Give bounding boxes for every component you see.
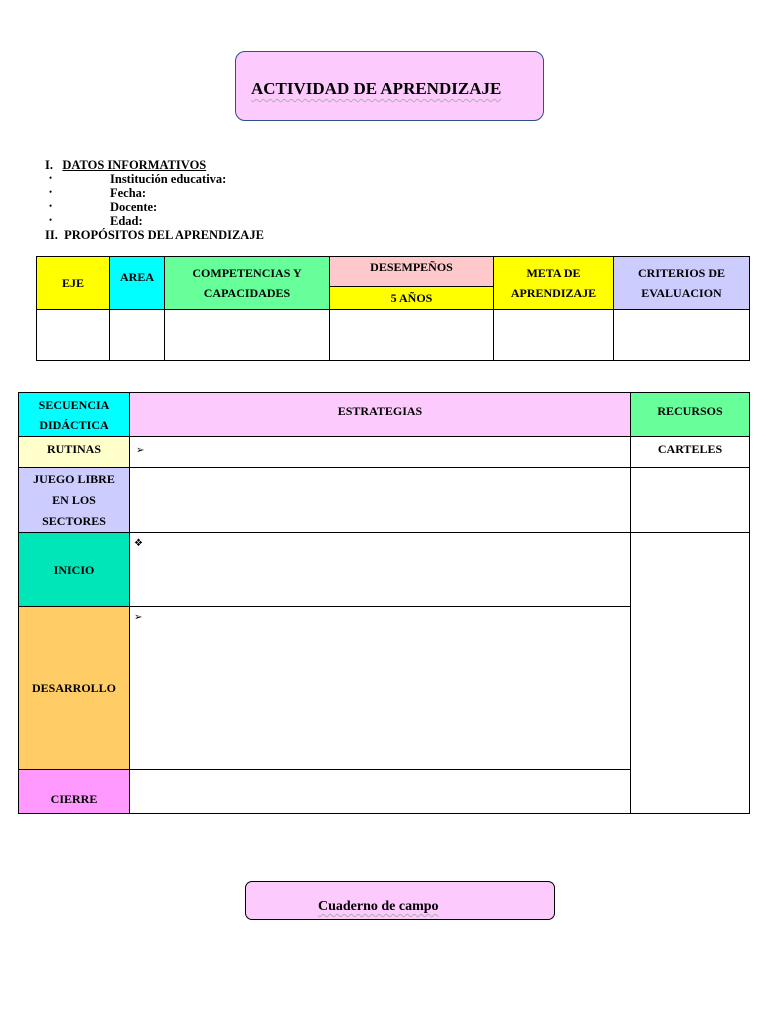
header-secuencia: SECUENCIA DIDÁCTICA	[19, 393, 130, 437]
arrow-bullet-icon: ➢	[134, 612, 143, 623]
cell-rutinas-recursos: CARTELES	[631, 437, 750, 468]
cell-cierre-estrategias	[130, 770, 631, 814]
cell-meta	[494, 310, 614, 361]
header-area: AREA	[110, 257, 165, 310]
row-rutinas: RUTINAS	[19, 437, 130, 468]
cell-rutinas-estrategias	[130, 437, 631, 468]
footer-title: Cuaderno de campo	[318, 899, 439, 914]
diamond-bullet-icon: ❖	[134, 538, 143, 549]
field-edad: Edad:	[110, 214, 143, 228]
header-estrategias: ESTRATEGIAS	[130, 393, 631, 437]
header-desempenos: DESEMPEÑOS	[330, 257, 494, 287]
datos-number: I.	[45, 158, 53, 172]
cell-recursos-merged	[631, 533, 750, 814]
row-desarrollo: DESARROLLO	[19, 607, 130, 770]
cell-eje	[37, 310, 110, 361]
footer-box	[245, 881, 555, 920]
bullet-icon: •	[49, 173, 53, 183]
header-meta: META DE APRENDIZAJE	[494, 257, 614, 310]
cell-juego-recursos	[631, 468, 750, 533]
row-cierre: CIERRE	[19, 770, 130, 814]
row-juego-libre: JUEGO LIBRE EN LOS SECTORES	[19, 468, 130, 533]
bullet-icon: •	[49, 201, 53, 211]
bullet-icon: •	[49, 215, 53, 225]
header-edad: 5 AÑOS	[330, 287, 494, 310]
datos-heading	[45, 158, 206, 172]
row-inicio: INICIO	[19, 533, 130, 607]
propositos-number: II.	[45, 228, 58, 242]
datos-title: DATOS INFORMATIVOS	[62, 158, 207, 172]
arrow-bullet-icon: ➢	[136, 445, 145, 456]
field-docente: Docente:	[110, 200, 158, 214]
header-competencias: COMPETENCIAS Y CAPACIDADES	[165, 257, 330, 310]
field-institucion: Institución educativa:	[110, 172, 227, 186]
propositos-heading	[45, 228, 264, 242]
cell-criterios	[614, 310, 750, 361]
cell-inicio-estrategias	[130, 533, 631, 607]
header-criterios: CRITERIOS DE EVALUACION	[614, 257, 750, 310]
bullet-icon: •	[49, 187, 53, 197]
cell-desarrollo-estrategias	[130, 607, 631, 770]
cell-juego-estrategias	[130, 468, 631, 533]
cell-competencias	[165, 310, 330, 361]
propositos-title: PROPÓSITOS DEL APRENDIZAJE	[64, 228, 264, 242]
title-box	[235, 51, 544, 121]
header-eje: EJE	[37, 257, 110, 310]
field-fecha: Fecha:	[110, 186, 147, 200]
header-recursos: RECURSOS	[631, 393, 750, 437]
purpose-table	[36, 256, 750, 361]
document-title: ACTIVIDAD DE APRENDIZAJE	[251, 79, 502, 98]
cell-area	[110, 310, 165, 361]
sequence-table	[18, 392, 750, 814]
cell-desempenos	[330, 310, 494, 361]
